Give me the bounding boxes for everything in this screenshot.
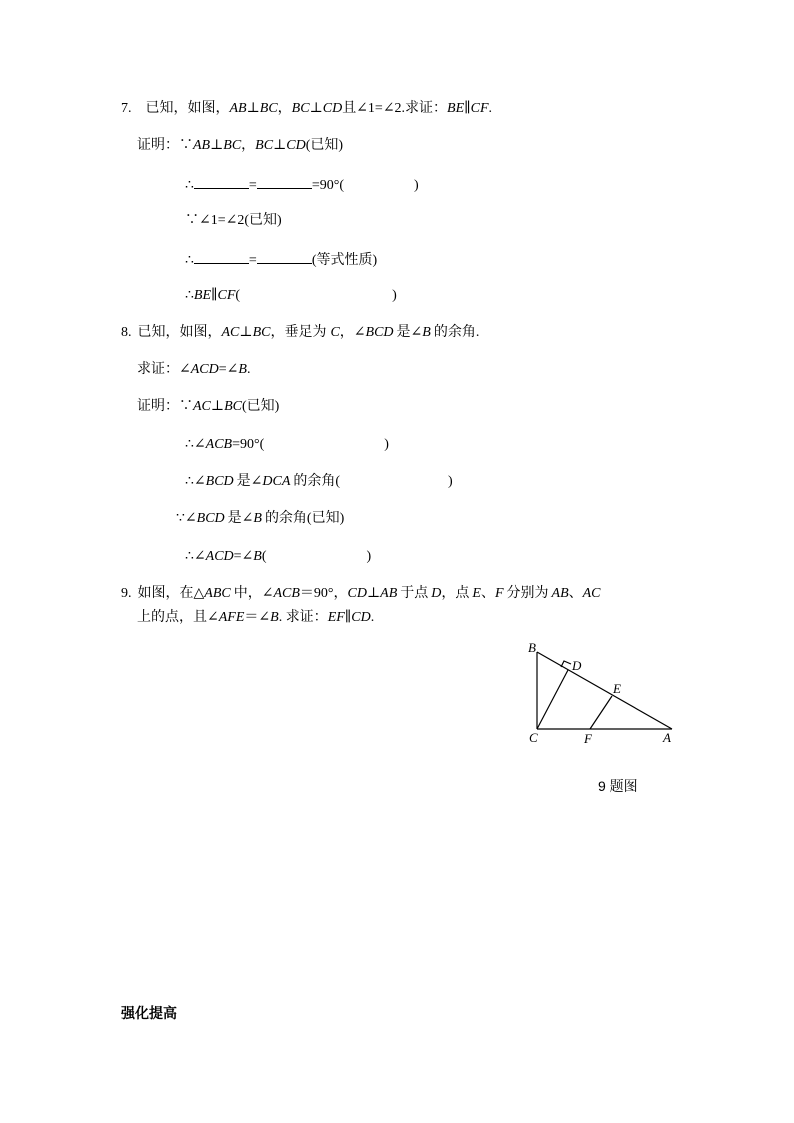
- label-b: B: [528, 640, 536, 655]
- q8-prove-line: 求证：∠ACD=∠B.: [137, 362, 251, 377]
- q7-proof-line-1: 证明：∵AB⊥BC，BC⊥CD(已知): [137, 138, 344, 153]
- right-angle-mark: [561, 661, 571, 667]
- segment-ba: [537, 652, 672, 729]
- q7-proof-line-5: ∴BE∥CF( ): [185, 288, 397, 303]
- q7-blank-4[interactable]: [257, 250, 312, 264]
- label-d: D: [572, 658, 582, 673]
- q8-proof-line-1: 证明：∵AC⊥BC(已知): [137, 399, 280, 414]
- q7-blank-3[interactable]: [194, 250, 249, 264]
- q9-statement-line-2: 上的点，且∠AFE＝∠B. 求证：EF∥CD.: [137, 610, 375, 625]
- q7-statement: 7. 已知，如图，AB⊥BC，BC⊥CD且∠1=∠2.求证：BE∥CF.: [121, 101, 493, 116]
- q7-blank-1[interactable]: [194, 175, 249, 189]
- label-e: E: [613, 681, 621, 696]
- q8-statement: 8. 已知，如图，AC⊥BC，垂足为 C，∠BCD 是∠B 的余角.: [121, 325, 480, 340]
- label-c: C: [529, 730, 538, 745]
- q9-figure-caption: 9 题图: [598, 778, 638, 794]
- q7-proof-line-4: ∴ = (等式性质): [185, 250, 377, 270]
- label-a: A: [663, 730, 671, 745]
- q7-proof-line-3: ∵∠1=∠2(已知): [185, 213, 282, 228]
- section-title: 强化提高: [121, 1005, 177, 1021]
- label-f: F: [584, 731, 592, 746]
- q8-proof-line-2: ∴∠ACB=90°( ): [185, 437, 389, 452]
- q8-proof-line-3: ∴∠BCD 是∠DCA 的余角( ): [185, 474, 453, 489]
- segment-ef: [590, 696, 612, 729]
- q9-number: 9.: [121, 586, 132, 601]
- q7-blank-2[interactable]: [257, 175, 312, 189]
- q7-number: 7.: [121, 101, 132, 116]
- q8-proof-line-5: ∴∠ACD=∠B( ): [185, 549, 372, 564]
- segment-cd: [537, 670, 568, 729]
- q8-number: 8.: [121, 325, 132, 340]
- q8-proof-line-4: ∵∠BCD 是∠B 的余角(已知): [176, 511, 345, 526]
- q7-proof-line-2: ∴ = =90°( ): [185, 175, 419, 195]
- q9-statement-line-1: 9. 如图，在△ABC 中，∠ACB＝90°，CD⊥AB 于点 D，点 E、F 分别为 AB、AC: [121, 586, 601, 601]
